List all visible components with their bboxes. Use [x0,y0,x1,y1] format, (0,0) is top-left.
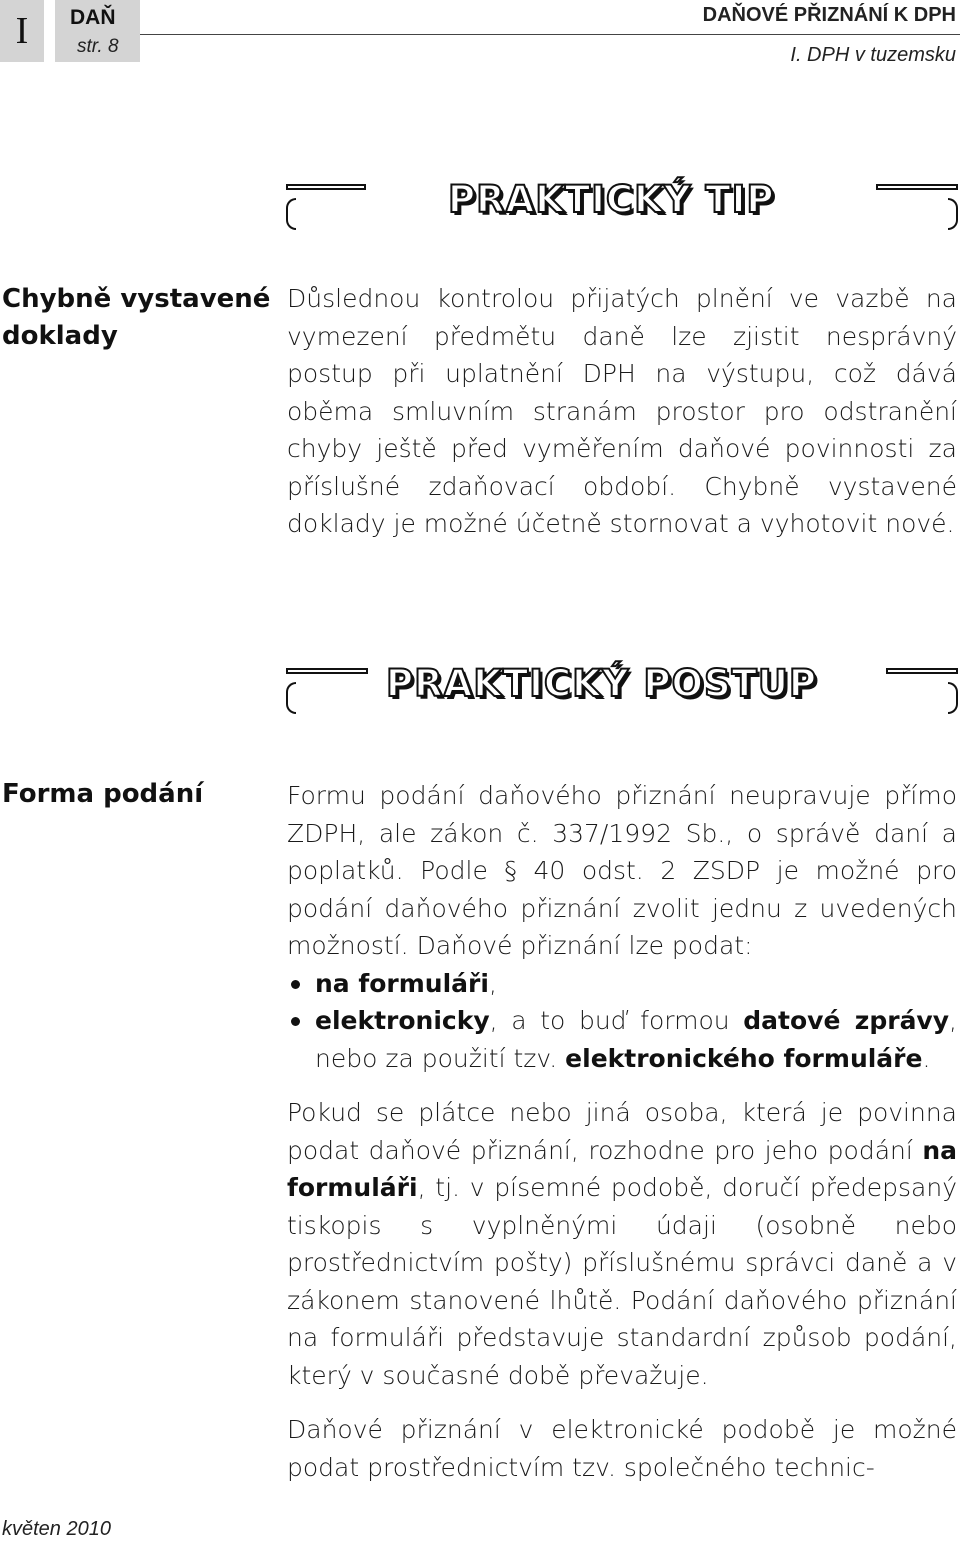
list-item: elektronicky, a to buď formou datové zprávy, nebo za použití tzv. elektronického formuláře. [287,1002,957,1077]
banner-left-hook [286,682,296,714]
banner-right-bar [876,184,958,190]
options-list [287,965,957,1078]
running-subtitle: I. DPH v tuzemsku [790,44,956,66]
postup-side-label: Forma podání [2,779,204,809]
banner-right-hook [948,198,958,230]
section-letter: I [15,10,29,52]
tip-text-block [287,280,957,543]
banner-left-bar [286,184,366,190]
chapter-tab [55,0,140,62]
section-tab [0,0,44,62]
banner-left-hook [286,198,296,230]
tip-banner [286,178,958,248]
banner-left-bar [286,668,368,674]
chapter-name: DAŇ [70,6,116,29]
list-item: na formuláři, [287,965,957,1003]
footer-date: květen 2010 [2,1518,111,1540]
header-rule [140,34,960,35]
postup-text-block [287,777,957,1486]
banner-right-bar [886,668,958,674]
tip-label-line2: doklady [2,321,118,351]
tip-label-line1: Chybně vystavené [2,284,271,314]
postup-paragraph-2: Pokud se plátce nebo jiná osoba, která je povinna podat daňové přiznání, rozhodne pro jeho podání na formuláři, tj. v písemné podobě, doručí předepsaný tiskopis s vyplněnými údaji (osobně nebo prostřednictvím pošty) příslušnému správci daně a v zákonem stanovené lhůtě. Podání daňového přiznání na formuláři představuje standardní způsob podání, který v současné době převažuje. [287,1098,957,1390]
postup-paragraph-3: Daňové přiznání v elektronické podobě je možné podat prostřednictvím tzv. společného technic- [287,1415,957,1482]
tip-side-label [2,281,270,355]
tip-paragraph: Důslednou kontrolou přijatých plnění ve vazbě na vymezení předmětu daně lze zjistit nesprávný postup při uplatnění DPH na výstupu, což dává oběma smluvním stranám prostor pro odstranění chyby ještě před vyměřením daňové povinnosti za příslušné zdaňovací období. Chybně vystavené doklady je možné účetně stornovat a vyhotovit nové. [287,284,957,538]
postup-banner [286,662,958,732]
running-title: DAŇOVÉ PŘIZNÁNÍ K DPH [702,4,956,26]
postup-intro: Formu podání daňového přiznání neupravuje přímo ZDPH, ale zákon č. 337/1992 Sb., o správě daní a poplatků. Podle § 40 odst. 2 ZSDP je možné pro podání daňového přiznání zvolit jednu z uvedených možností. Daňové přiznání lze podat: [287,781,957,960]
postup-banner-title: PRAKTICKÝ POSTUP [386,662,818,705]
tip-banner-title: PRAKTICKÝ TIP [448,178,775,221]
page-number: str. 8 [77,36,119,57]
banner-right-hook [948,682,958,714]
